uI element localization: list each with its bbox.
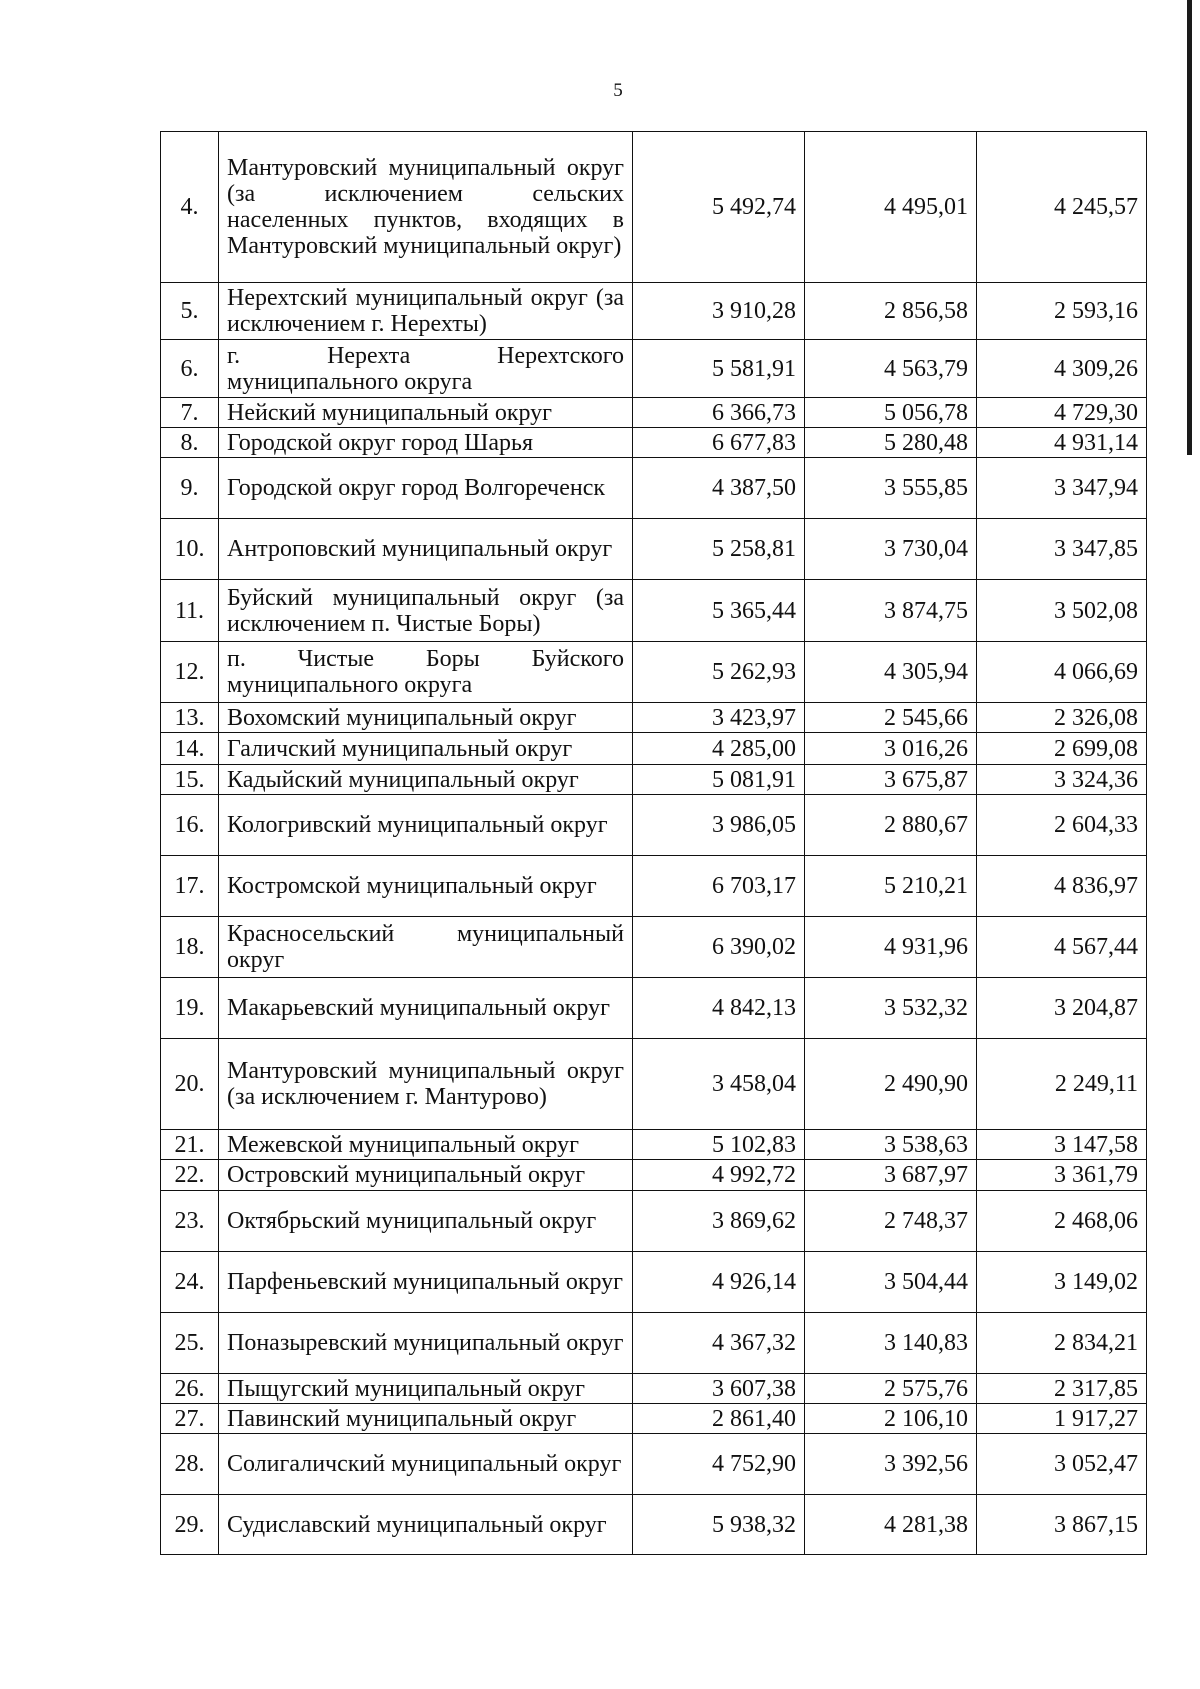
row-number: 20. xyxy=(161,1039,219,1130)
table-row xyxy=(161,978,1147,1039)
value-col-3: 2 468,06 xyxy=(977,1191,1147,1252)
value-col-2: 3 874,75 xyxy=(805,580,977,642)
row-number: 15. xyxy=(161,765,219,795)
value-col-1: 6 390,02 xyxy=(633,917,805,978)
value-col-2: 4 495,01 xyxy=(805,132,977,283)
value-col-2: 4 305,94 xyxy=(805,642,977,703)
municipality-name: Нерехтский муниципальный округ (за исключением г. Нерехты) xyxy=(219,283,633,340)
row-number: 21. xyxy=(161,1130,219,1160)
value-col-1: 4 367,32 xyxy=(633,1313,805,1374)
value-col-1: 5 262,93 xyxy=(633,642,805,703)
value-col-2: 3 016,26 xyxy=(805,733,977,765)
value-col-2: 3 532,32 xyxy=(805,978,977,1039)
value-col-3: 4 066,69 xyxy=(977,642,1147,703)
value-col-1: 5 081,91 xyxy=(633,765,805,795)
row-number: 17. xyxy=(161,856,219,917)
value-col-1: 6 703,17 xyxy=(633,856,805,917)
table-row xyxy=(161,1039,1147,1130)
value-col-3: 2 317,85 xyxy=(977,1374,1147,1404)
value-col-3: 3 149,02 xyxy=(977,1252,1147,1313)
value-col-3: 4 931,14 xyxy=(977,428,1147,458)
municipality-name: Кологривский муниципальный округ xyxy=(219,795,633,856)
value-col-2: 4 281,38 xyxy=(805,1495,977,1555)
municipality-name: Вохомский муниципальный округ xyxy=(219,703,633,733)
row-number: 8. xyxy=(161,428,219,458)
value-col-3: 2 593,16 xyxy=(977,283,1147,340)
row-number: 9. xyxy=(161,458,219,519)
municipality-name: Павинский муниципальный округ xyxy=(219,1404,633,1434)
value-col-2: 5 280,48 xyxy=(805,428,977,458)
value-col-1: 3 458,04 xyxy=(633,1039,805,1130)
value-col-3: 3 324,36 xyxy=(977,765,1147,795)
value-col-2: 5 056,78 xyxy=(805,398,977,428)
municipality-name: Буйский муниципальный округ (за исключением п. Чистые Боры) xyxy=(219,580,633,642)
value-col-3: 2 834,21 xyxy=(977,1313,1147,1374)
row-number: 11. xyxy=(161,580,219,642)
value-col-1: 4 387,50 xyxy=(633,458,805,519)
row-number: 14. xyxy=(161,733,219,765)
row-number: 12. xyxy=(161,642,219,703)
value-col-1: 6 366,73 xyxy=(633,398,805,428)
data-table xyxy=(160,131,1147,1555)
table-row xyxy=(161,1313,1147,1374)
municipality-name: Галичский муниципальный округ xyxy=(219,733,633,765)
table-row xyxy=(161,642,1147,703)
table-row xyxy=(161,1404,1147,1434)
municipality-name: Мантуровский муниципальный округ (за исключением г. Мантурово) xyxy=(219,1039,633,1130)
value-col-1: 4 992,72 xyxy=(633,1160,805,1191)
value-col-3: 3 347,85 xyxy=(977,519,1147,580)
municipality-name: Судиславский муниципальный округ xyxy=(219,1495,633,1555)
table-row xyxy=(161,1160,1147,1191)
value-col-2: 2 880,67 xyxy=(805,795,977,856)
row-number: 22. xyxy=(161,1160,219,1191)
municipality-name: Нейский муниципальный округ xyxy=(219,398,633,428)
value-col-3: 3 147,58 xyxy=(977,1130,1147,1160)
value-col-3: 2 326,08 xyxy=(977,703,1147,733)
value-col-2: 3 392,56 xyxy=(805,1434,977,1495)
value-col-3: 3 347,94 xyxy=(977,458,1147,519)
table-row xyxy=(161,795,1147,856)
value-col-3: 4 836,97 xyxy=(977,856,1147,917)
value-col-1: 4 926,14 xyxy=(633,1252,805,1313)
row-number: 5. xyxy=(161,283,219,340)
municipality-name: Парфеньевский муниципальный округ xyxy=(219,1252,633,1313)
value-col-2: 5 210,21 xyxy=(805,856,977,917)
table-body xyxy=(161,132,1147,1555)
value-col-2: 4 563,79 xyxy=(805,340,977,398)
municipality-name: Костромской муниципальный округ xyxy=(219,856,633,917)
value-col-3: 2 699,08 xyxy=(977,733,1147,765)
value-col-3: 3 502,08 xyxy=(977,580,1147,642)
value-col-3: 1 917,27 xyxy=(977,1404,1147,1434)
row-number: 29. xyxy=(161,1495,219,1555)
municipality-name: Мантуровский муниципальный округ (за исключением сельских населенных пунктов, входящих в Мантуровский муниципальный округ) xyxy=(219,132,633,283)
value-col-3: 4 729,30 xyxy=(977,398,1147,428)
row-number: 19. xyxy=(161,978,219,1039)
value-col-3: 3 361,79 xyxy=(977,1160,1147,1191)
value-col-2: 3 675,87 xyxy=(805,765,977,795)
table-row xyxy=(161,1434,1147,1495)
municipality-name: Макарьевский муниципальный округ xyxy=(219,978,633,1039)
row-number: 6. xyxy=(161,340,219,398)
value-col-3: 3 052,47 xyxy=(977,1434,1147,1495)
municipality-name: Городской округ город Шарья xyxy=(219,428,633,458)
value-col-1: 5 492,74 xyxy=(633,132,805,283)
table-row xyxy=(161,733,1147,765)
value-col-1: 4 842,13 xyxy=(633,978,805,1039)
municipality-name: Антроповский муниципальный округ xyxy=(219,519,633,580)
row-number: 26. xyxy=(161,1374,219,1404)
table-row xyxy=(161,428,1147,458)
value-col-2: 3 504,44 xyxy=(805,1252,977,1313)
table-row xyxy=(161,519,1147,580)
value-col-2: 2 106,10 xyxy=(805,1404,977,1434)
value-col-3: 4 245,57 xyxy=(977,132,1147,283)
row-number: 24. xyxy=(161,1252,219,1313)
table-row xyxy=(161,856,1147,917)
value-col-2: 2 490,90 xyxy=(805,1039,977,1130)
row-number: 16. xyxy=(161,795,219,856)
value-col-1: 4 752,90 xyxy=(633,1434,805,1495)
value-col-2: 3 555,85 xyxy=(805,458,977,519)
municipality-name: Пыщугский муниципальный округ xyxy=(219,1374,633,1404)
value-col-2: 2 856,58 xyxy=(805,283,977,340)
table-row xyxy=(161,283,1147,340)
value-col-3: 2 604,33 xyxy=(977,795,1147,856)
page-number: 5 xyxy=(613,80,623,101)
table-row xyxy=(161,458,1147,519)
table-row xyxy=(161,1191,1147,1252)
value-col-1: 5 938,32 xyxy=(633,1495,805,1555)
table-row xyxy=(161,917,1147,978)
table-row xyxy=(161,580,1147,642)
value-col-2: 3 687,97 xyxy=(805,1160,977,1191)
value-col-1: 4 285,00 xyxy=(633,733,805,765)
municipality-name: Октябрьский муниципальный округ xyxy=(219,1191,633,1252)
value-col-1: 3 423,97 xyxy=(633,703,805,733)
row-number: 4. xyxy=(161,132,219,283)
table-row xyxy=(161,703,1147,733)
row-number: 25. xyxy=(161,1313,219,1374)
municipality-name: Городской округ город Волгореченск xyxy=(219,458,633,519)
table-row xyxy=(161,1130,1147,1160)
value-col-1: 5 365,44 xyxy=(633,580,805,642)
value-col-2: 4 931,96 xyxy=(805,917,977,978)
municipality-name: Кадыйский муниципальный округ xyxy=(219,765,633,795)
table-row xyxy=(161,132,1147,283)
municipality-name: Поназыревский муниципальный округ xyxy=(219,1313,633,1374)
table-row xyxy=(161,340,1147,398)
value-col-2: 2 545,66 xyxy=(805,703,977,733)
value-col-1: 3 869,62 xyxy=(633,1191,805,1252)
municipality-name: Межевской муниципальный округ xyxy=(219,1130,633,1160)
value-col-2: 3 538,63 xyxy=(805,1130,977,1160)
table-row xyxy=(161,1495,1147,1555)
value-col-3: 4 567,44 xyxy=(977,917,1147,978)
table-row xyxy=(161,765,1147,795)
value-col-1: 2 861,40 xyxy=(633,1404,805,1434)
row-number: 23. xyxy=(161,1191,219,1252)
value-col-2: 2 575,76 xyxy=(805,1374,977,1404)
table-row xyxy=(161,398,1147,428)
value-col-1: 3 910,28 xyxy=(633,283,805,340)
value-col-1: 3 986,05 xyxy=(633,795,805,856)
value-col-3: 2 249,11 xyxy=(977,1039,1147,1130)
table-row xyxy=(161,1374,1147,1404)
value-col-1: 5 581,91 xyxy=(633,340,805,398)
value-col-3: 3 204,87 xyxy=(977,978,1147,1039)
value-col-2: 3 140,83 xyxy=(805,1313,977,1374)
value-col-3: 3 867,15 xyxy=(977,1495,1147,1555)
value-col-3: 4 309,26 xyxy=(977,340,1147,398)
value-col-2: 3 730,04 xyxy=(805,519,977,580)
row-number: 10. xyxy=(161,519,219,580)
municipality-name: Солигаличский муниципальный округ xyxy=(219,1434,633,1495)
table-row xyxy=(161,1252,1147,1313)
municipality-name: Островский муниципальный округ xyxy=(219,1160,633,1191)
value-col-1: 6 677,83 xyxy=(633,428,805,458)
municipality-name: г. Нерехта Нерехтского муниципального округа xyxy=(219,340,633,398)
row-number: 7. xyxy=(161,398,219,428)
value-col-1: 3 607,38 xyxy=(633,1374,805,1404)
municipality-name: п. Чистые Боры Буйского муниципального округа xyxy=(219,642,633,703)
value-col-2: 2 748,37 xyxy=(805,1191,977,1252)
row-number: 18. xyxy=(161,917,219,978)
value-col-1: 5 102,83 xyxy=(633,1130,805,1160)
row-number: 27. xyxy=(161,1404,219,1434)
row-number: 13. xyxy=(161,703,219,733)
value-col-1: 5 258,81 xyxy=(633,519,805,580)
row-number: 28. xyxy=(161,1434,219,1495)
scan-edge-shadow xyxy=(1187,0,1192,455)
municipality-name: Красносельский муниципальный округ xyxy=(219,917,633,978)
